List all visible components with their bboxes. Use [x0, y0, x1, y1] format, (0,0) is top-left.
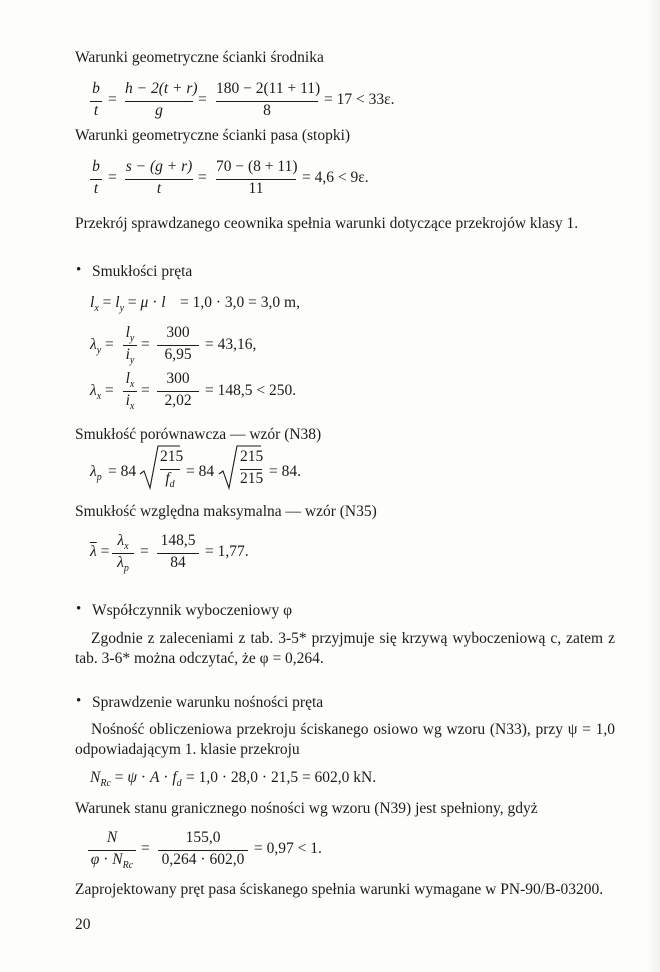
final-conclusion: Zaprojektowany pręt pasa ściskanego spełnia warunki wymagane w PN-90/B-03200. — [75, 881, 604, 898]
heading-slenderness: Smukłości pręta — [92, 263, 193, 280]
equation-result: = 0,97 < 1. — [254, 840, 322, 857]
frac-num: b — [92, 158, 100, 175]
paragraph-buckling-curve: Zgodnie z zaleceniami z tab. 3-5* przyjmuje się krzywą wyboczeniową c, zatem z tab. 3-6* można odczytać, że φ = 0,264. — [75, 630, 615, 667]
page-edge-shadow — [646, 0, 660, 972]
frac-den: t — [93, 180, 99, 197]
frac-num: 215 — [240, 448, 264, 465]
frac-den: 84 — [170, 554, 186, 571]
frac-num: h − 2(t + r) — [125, 80, 198, 97]
frac-den: t — [156, 180, 162, 197]
frac-den: 8 — [263, 102, 271, 119]
equation-result: = 4,6 < 9ε. — [302, 169, 369, 186]
equals-sign: = — [198, 91, 207, 108]
equals-sign: = — [108, 91, 117, 108]
frac-num: b — [92, 80, 100, 97]
equation-result: = 43,16, — [205, 336, 257, 353]
lambda-y-symbol: $\lambda_y$ = — [90, 336, 114, 356]
lengths-result: = 1,0 · 3,0 = 3,0 m, — [180, 294, 300, 311]
coef-84: = 84 — [108, 463, 137, 480]
capacity-lhs: $N_{Rc} = \psi \cdot A \cdot f_d$ — [90, 769, 182, 789]
equals-sign: = — [140, 543, 149, 560]
equals-sign: = — [141, 382, 150, 399]
page-number: 20 — [75, 916, 91, 933]
limit-state-statement: Warunek stanu granicznego nośności wg wzoru (N39) jest spełniony, gdyż — [75, 800, 538, 817]
heading-max-relative-slenderness: Smukłość względna maksymalna — wzór (N35) — [75, 503, 377, 520]
lambda-x-symbol: $\lambda_x$ = — [90, 382, 114, 402]
heading-flange-conditions: Warunki geometryczne ścianki pasa (stopki) — [75, 127, 351, 144]
frac-num: 70 − (8 + 11) — [216, 158, 298, 175]
equation-result: = 1,77. — [205, 543, 249, 560]
bullet-buckling-coefficient: • — [76, 601, 82, 617]
frac-den: g — [155, 102, 163, 119]
lambda-p-symbol: $\lambda_p$ — [90, 463, 102, 483]
frac-num: $l_y$ — [125, 324, 135, 344]
equals-sign: = — [108, 169, 117, 186]
frac-num: $\lambda_x$ — [117, 532, 129, 552]
frac-num: 300 — [166, 370, 190, 387]
paragraph-design-capacity: Nośność obliczeniowa przekroju ściskanego osiowo wg wzoru (N33), przy ψ = 1,0 odpowiadającym 1. klasie przekroju — [75, 721, 615, 758]
frac-den: $i_y$ — [125, 346, 135, 366]
frac-den: $i_x$ — [125, 392, 135, 412]
frac-den: t — [93, 102, 99, 119]
bullet-capacity-check: • — [76, 693, 82, 709]
frac-den: $f_d$ — [165, 470, 175, 490]
frac-num: s − (g + r) — [125, 158, 193, 175]
bullet-slenderness: • — [76, 262, 82, 278]
frac-num: 180 − 2(11 + 11) — [216, 80, 321, 97]
coef-84: = 84 — [186, 463, 215, 480]
heading-web-conditions: Warunki geometryczne ścianki środnika — [75, 49, 324, 66]
frac-num: $l_x$ — [125, 370, 135, 390]
heading-capacity-check: Sprawdzenie warunku nośności pręta — [92, 694, 324, 711]
lambda-bar-symbol: $\overline{\lambda}$ = — [90, 543, 110, 560]
equals-sign: = — [141, 336, 150, 353]
frac-den: $\lambda_p$ — [117, 554, 129, 574]
lengths-lhs: $l_x = l_y = \mu \cdot l$ — [90, 294, 166, 314]
frac-num: 300 — [166, 324, 190, 341]
frac-den: 6,95 — [164, 346, 192, 363]
frac-den: 0,264 · 602,0 — [161, 851, 245, 868]
frac-den: $\varphi \cdot N_{Rc}$ — [90, 851, 134, 871]
class-conclusion: Przekrój sprawdzanego ceownika spełnia warunki dotyczące przekrojów klasy 1. — [75, 215, 579, 232]
frac-den: 2,02 — [164, 392, 192, 409]
equation-result: = 84. — [269, 463, 301, 480]
frac-num: N — [106, 829, 118, 846]
frac-den: 215 — [240, 470, 264, 487]
capacity-result: = 1,0 · 28,0 · 21,5 = 602,0 kN. — [186, 769, 377, 786]
heading-comparative-slenderness: Smukłość porównawcza — wzór (N38) — [75, 426, 322, 443]
frac-num: 155,0 — [185, 829, 221, 846]
equation-result: = 17 < 33ε. — [324, 91, 395, 108]
frac-den: 11 — [248, 180, 264, 197]
equation-result: = 148,5 < 250. — [205, 382, 297, 399]
frac-num: 148,5 — [160, 532, 196, 549]
heading-buckling-coefficient: Współczynnik wyboczeniowy φ — [92, 602, 293, 619]
frac-num: 215 — [160, 448, 184, 465]
equals-sign: = — [141, 840, 150, 857]
equals-sign: = — [198, 169, 207, 186]
